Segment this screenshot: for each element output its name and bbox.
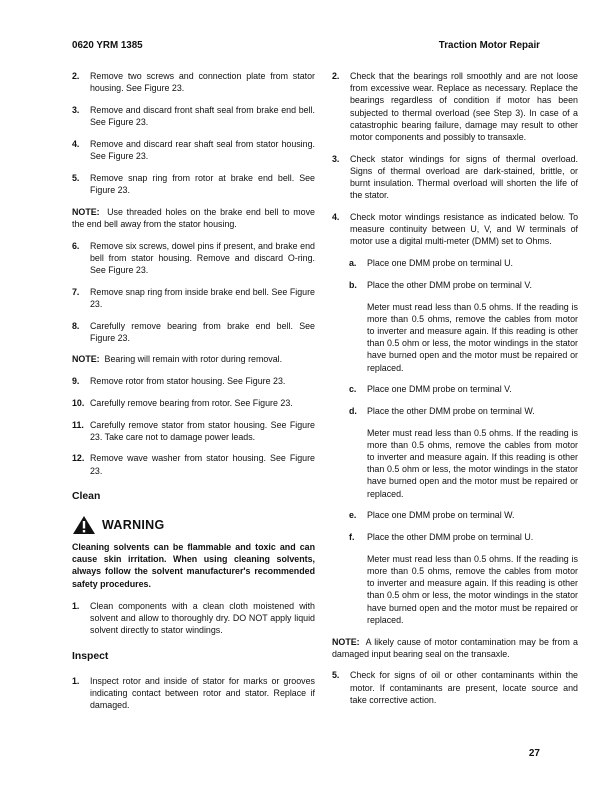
note — [72, 206, 315, 230]
warning-text: Cleaning solvents can be flammable and toxic and can cause skin irritation. When using cleaning solvents, always follow the solvent manufacturer's recommended safety procedures. — [72, 542, 315, 589]
step-number: 1. — [72, 675, 80, 686]
step-text: Check for signs of oil or other contaminants within the motor. If contaminants are present, locate source and take corrective action. — [350, 670, 578, 705]
right-column — [332, 70, 578, 716]
substep-text: Place the other DMM probe on terminal V. — [367, 279, 532, 290]
step-number: 8. — [72, 320, 80, 331]
substep-text: Place one DMM probe on terminal W. — [367, 510, 515, 521]
step-item — [332, 211, 578, 248]
step-text: Check motor windings resistance as indicated below. To measure continuity between U, V, and W terminals of motor use a digital multi-meter (DMM) set to Ohms. — [350, 212, 578, 247]
substep-letter: f. — [349, 532, 355, 543]
note-label: NOTE: — [72, 206, 100, 217]
step-list — [72, 375, 315, 477]
step-text: Carefully remove stator from stator housing. See Figure 23. Take care not to damage power leads. — [90, 419, 315, 442]
step-item — [72, 375, 315, 387]
note-text: A likely cause of motor contamination may be from a damaged input bearing seal on the transaxle. — [332, 636, 578, 659]
step-number: 4. — [72, 138, 80, 149]
substep-text: Place the other DMM probe on terminal W. — [367, 405, 535, 416]
step-number: 10. — [72, 397, 85, 408]
step-number: 12. — [72, 453, 85, 464]
step-item — [332, 153, 578, 202]
step-item — [72, 286, 315, 310]
clean-step — [72, 600, 315, 637]
page-number: 27 — [528, 748, 540, 759]
substep-item — [332, 279, 578, 291]
substep-text: Place one DMM probe on terminal V. — [367, 384, 512, 395]
step-text: Remove snap ring from inside brake end bell. See Figure 23. — [90, 286, 315, 309]
substep-item — [332, 405, 578, 417]
note — [72, 353, 315, 365]
step-list — [72, 240, 315, 344]
step-text: Remove and discard front shaft seal from brake end bell. See Figure 23. — [90, 104, 315, 128]
step-text: Remove rotor from stator housing. See Figure 23. — [90, 376, 286, 387]
substep-item — [332, 509, 578, 521]
note-text: Bearing will remain with rotor during removal. — [104, 354, 283, 365]
step-text: Remove and discard rear shaft seal from stator housing. See Figure 23. — [90, 138, 315, 162]
inspect-heading: Inspect — [72, 650, 109, 662]
substep-text: Place one DMM probe on terminal U. — [367, 258, 514, 269]
step-item — [72, 452, 315, 476]
inspect-step — [72, 675, 315, 712]
step-number: 2. — [72, 71, 80, 81]
step-text: Carefully remove bearing from rotor. See Figure 23. — [90, 397, 293, 408]
warning-title: WARNING — [102, 517, 165, 532]
step-number: 6. — [72, 240, 80, 251]
substep-letter: c. — [349, 384, 357, 395]
meter-reading-note: Meter must read less than 0.5 ohms. If the reading is more than 0.5 ohms, remove the cables from motor to inverter and measure again. If this reading is other than 0.5 ohm or less, the motor windings in the stator have burned open and the motor must be repaired or replaced. — [367, 301, 578, 373]
step-text: Check stator windings for signs of thermal overload. Signs of thermal overload are dark-stained, brittle, or burnt insulation. Thermal overload will shorten the life of the stator. — [350, 153, 578, 201]
note-label: NOTE: — [72, 354, 100, 365]
step-item — [72, 104, 315, 128]
step-text: Inspect rotor and inside of stator for marks or grooves indicating contact between rotor and stator. Replace if damaged. — [90, 675, 315, 711]
step-number: 7. — [72, 286, 80, 297]
warning-header — [72, 515, 315, 535]
warning-triangle-icon — [72, 515, 96, 535]
step-number: 5. — [72, 172, 80, 183]
step-number: 3. — [332, 153, 340, 164]
substep-text: Place the other DMM probe on terminal U. — [367, 532, 534, 543]
section-title: Traction Motor Repair — [438, 40, 540, 51]
substep-item — [332, 531, 578, 543]
step-text: Remove two screws and connection plate from stator housing. See Figure 23. — [90, 71, 315, 94]
step-list — [72, 70, 315, 196]
note — [332, 636, 578, 660]
note-label: NOTE: — [332, 636, 360, 647]
step-item — [72, 240, 315, 277]
step-number: 1. — [72, 600, 80, 611]
step-item — [332, 70, 578, 143]
step-item — [72, 397, 315, 409]
meter-reading-note: Meter must read less than 0.5 ohms. If the reading is more than 0.5 ohms, remove the cables from motor to inverter and measure again. If this reading is other than 0.5 ohm or less, the motor windings in the stator have burned open and the motor must be repaired or replaced. — [367, 553, 578, 625]
step-number: 2. — [332, 71, 340, 81]
meter-reading-note: Meter must read less than 0.5 ohms. If the reading is more than 0.5 ohms, remove the cables from motor to inverter and measure again. If this reading is other than 0.5 ohm or less, the motor windings in the stator have burned open and the motor must be repaired or replaced. — [367, 427, 578, 499]
substep-letter: d. — [349, 405, 357, 416]
clean-heading: Clean — [72, 490, 101, 502]
left-column — [72, 70, 315, 721]
step-text: Remove wave washer from stator housing. See Figure 23. — [90, 453, 315, 476]
document-code: 0620 YRM 1385 — [72, 40, 143, 51]
substep-item — [332, 257, 578, 269]
step-item — [72, 419, 315, 443]
step-text: Carefully remove bearing from brake end bell. See Figure 23. — [90, 320, 315, 343]
substep-letter: e. — [349, 510, 357, 521]
step-text: Clean components with a clean cloth moistened with solvent and allow to thoroughly dry. DO NOT apply liquid solvent directly to stator windings. — [90, 600, 315, 636]
step-number: 11. — [72, 419, 84, 430]
step-text: Remove six screws, dowel pins if present, and brake end bell from stator housing. Remove and discard O-ring. See Figure 23. — [90, 240, 315, 275]
step-number: 9. — [72, 376, 80, 387]
step-number: 5. — [332, 670, 340, 681]
substep-letter: b. — [349, 279, 357, 290]
step-number: 3. — [72, 104, 80, 115]
step-text: Remove snap ring from rotor at brake end bell. See Figure 23. — [90, 172, 315, 195]
step-text: Check that the bearings roll smoothly and are not loose from excessive wear. Replace as necessary. Replace the bearings regardless of condition if motor has been subjected to thermal overload (see Step 3). In case of a catastrophic bearing failure, damage may result to other motor components and possibly to transaxle. — [350, 71, 578, 143]
step-item — [332, 669, 578, 706]
substep-letter: a. — [349, 258, 357, 269]
note-text: Use threaded holes on the brake end bell to move the end bell away from the stator housing. — [72, 206, 315, 229]
step-item — [72, 172, 315, 196]
step-item — [72, 138, 315, 162]
step-item — [72, 320, 315, 344]
step-number: 4. — [332, 212, 340, 223]
step-item — [72, 70, 315, 94]
substep-item — [332, 383, 578, 395]
